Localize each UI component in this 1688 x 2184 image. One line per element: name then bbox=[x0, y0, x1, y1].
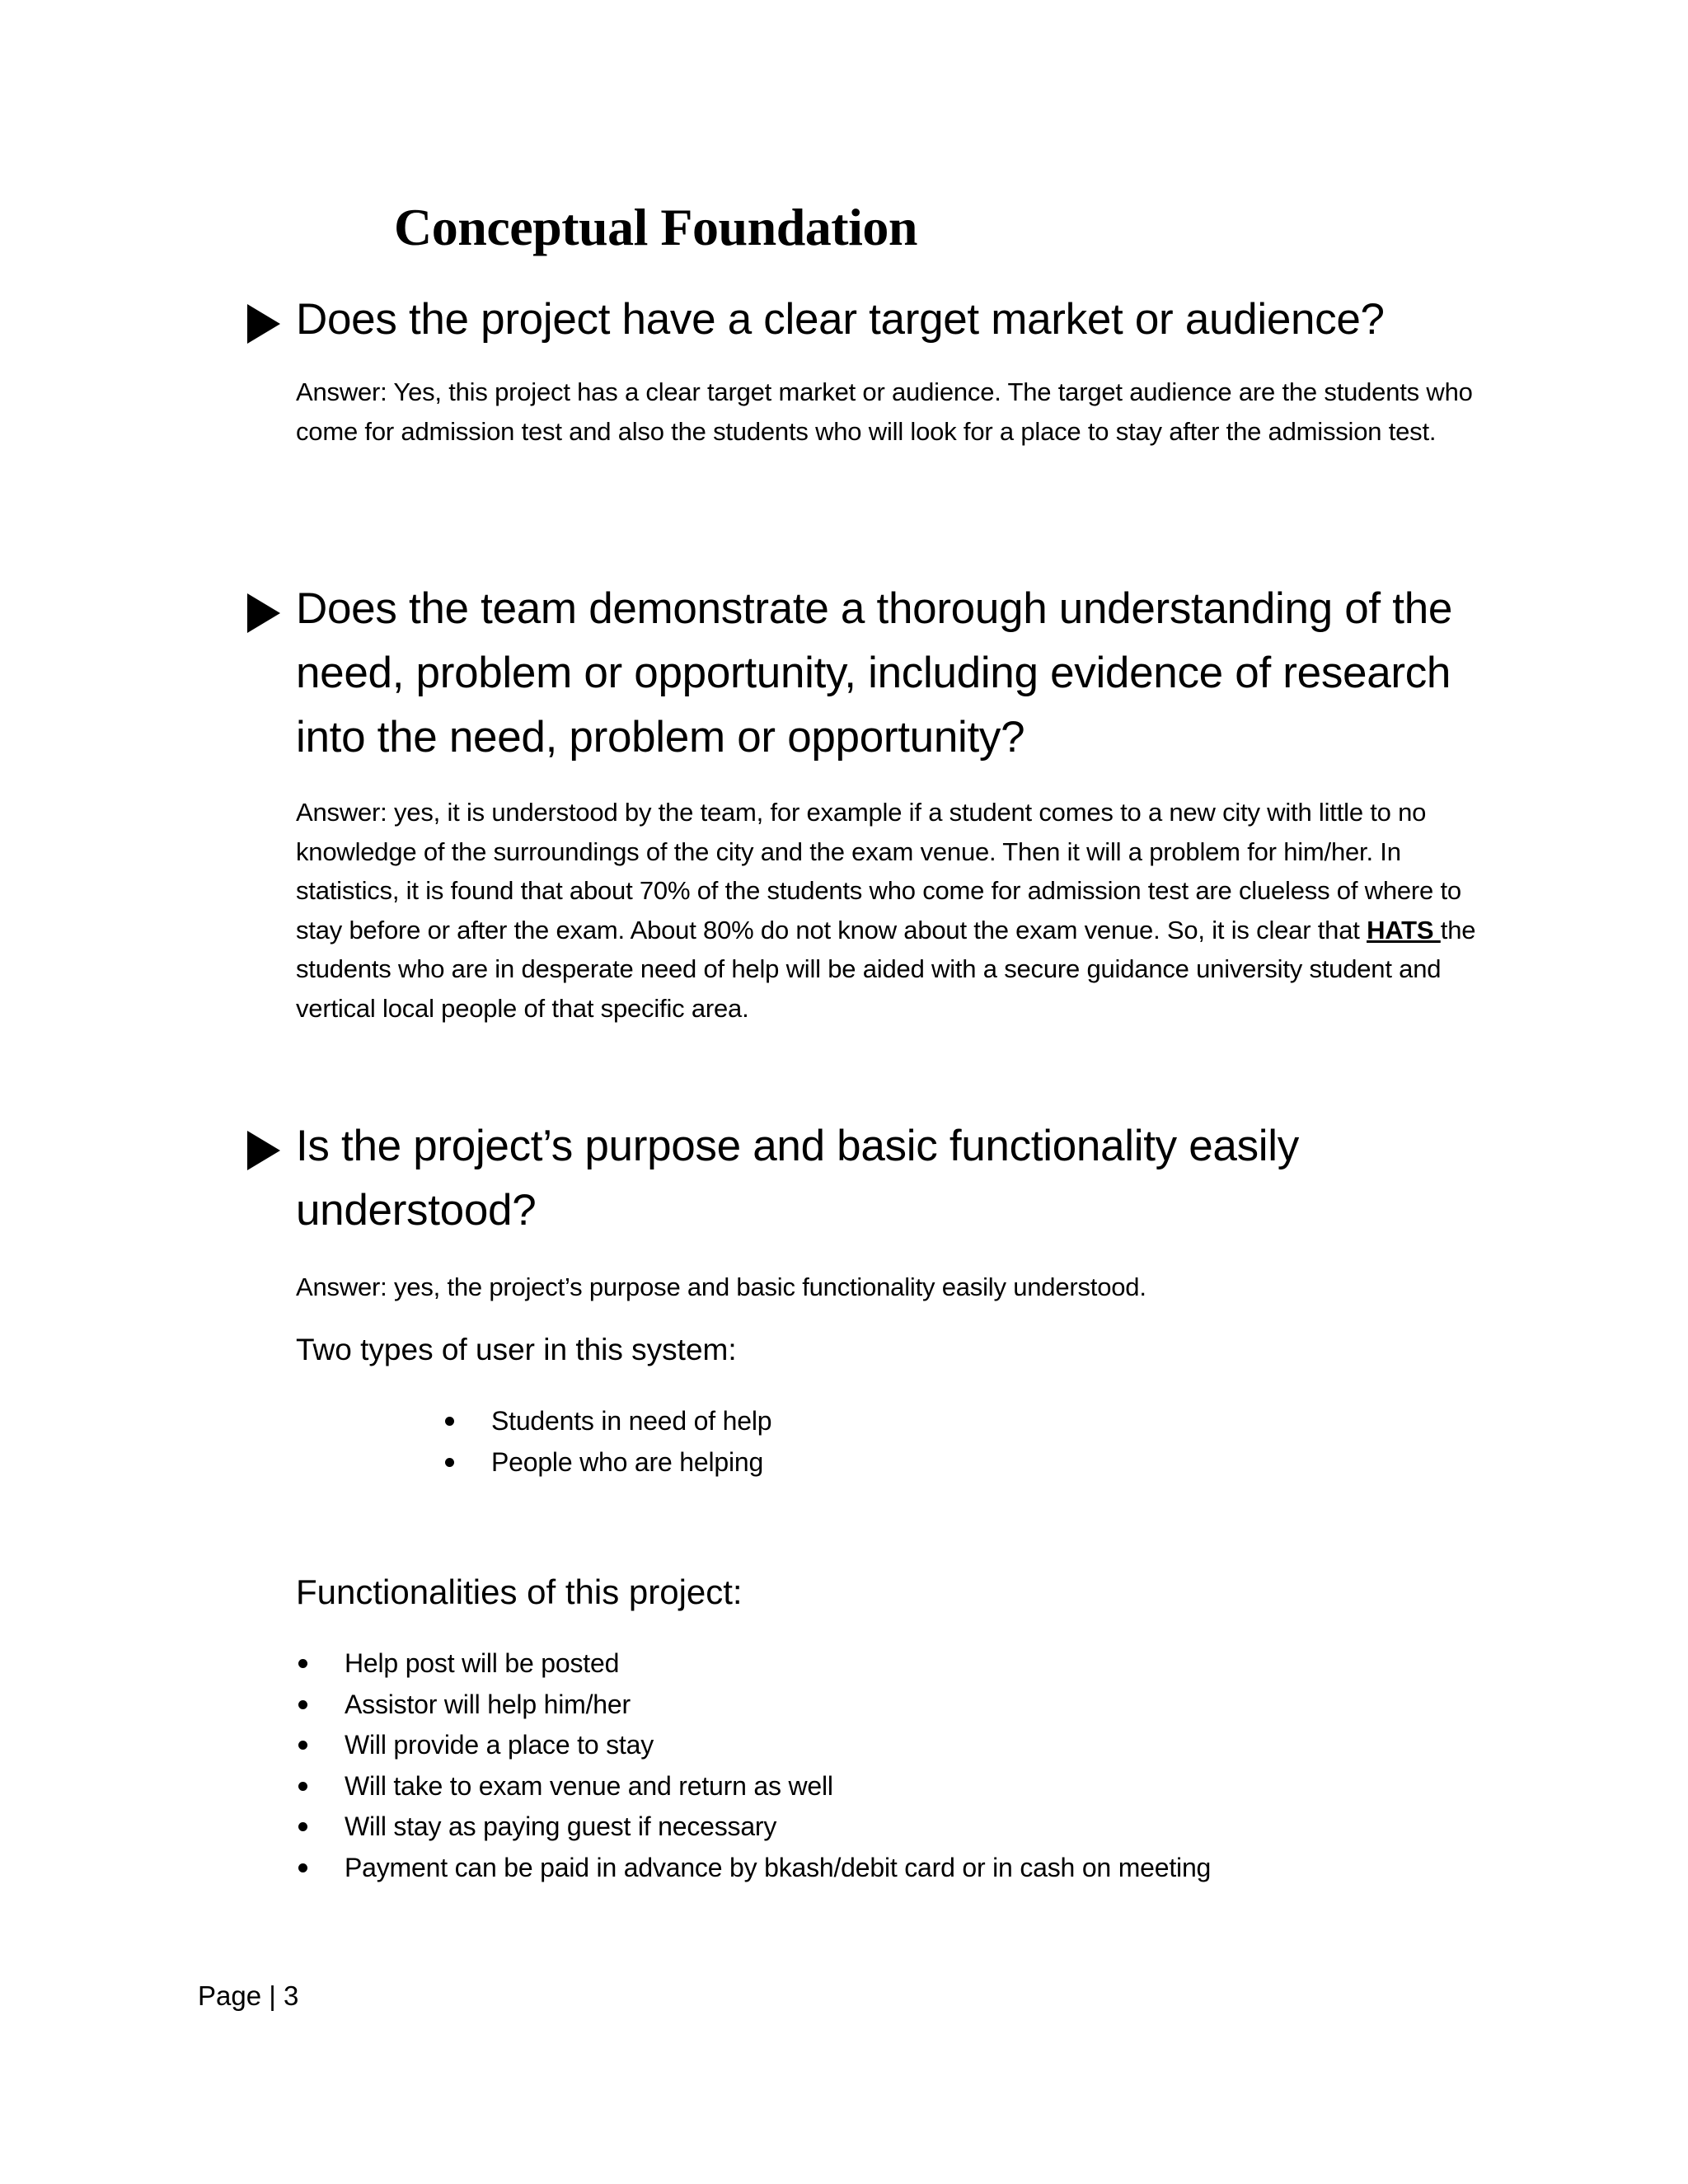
arrow-bullet-icon bbox=[247, 304, 280, 344]
list-item bbox=[491, 1442, 771, 1483]
users-list bbox=[491, 1401, 771, 1483]
page-title: Conceptual Foundation bbox=[394, 198, 917, 256]
bullet-icon bbox=[445, 1458, 454, 1467]
bullet-icon bbox=[298, 1782, 307, 1791]
answer-target-market: Answer: Yes, this project has a clear target market or audience. The target audience are the students who come for admission test and also the students who will look for a place to stay after the admission test. bbox=[296, 377, 1473, 446]
list-item-text: Will stay as paying guest if necessary bbox=[345, 1811, 777, 1841]
list-item-text: Will provide a place to stay bbox=[345, 1730, 654, 1760]
bullet-icon bbox=[298, 1822, 307, 1831]
list-item-text: Students in need of help bbox=[491, 1406, 772, 1436]
list-item-text: Assistor will help him/her bbox=[345, 1689, 631, 1719]
answer-purpose: Answer: yes, the project’s purpose and basic functionality easily understood. bbox=[296, 1272, 1146, 1301]
page-number: Page | 3 bbox=[198, 1980, 299, 2011]
bullet-icon bbox=[298, 1659, 307, 1668]
answer-text-start: Answer: yes, it is understood by the team, for example if a student comes to a new city with little to no knowledge of the surroundings of the city and the exam venue. Then it will a problem for him/her. In statistics, it is found that about 70% of the students who come for admission test are clueless of where to stay before or after the exam. About 80% do not know about the exam venue. So, it is clear that bbox=[296, 798, 1461, 944]
bullet-icon bbox=[298, 1741, 307, 1750]
question-text: Does the project have a clear target market or audience? bbox=[296, 295, 1385, 344]
bullet-icon bbox=[298, 1700, 307, 1709]
list-item-text: People who are helping bbox=[491, 1446, 764, 1477]
list-item-text: Help post will be posted bbox=[345, 1648, 620, 1678]
question-target-market bbox=[247, 288, 1525, 352]
arrow-bullet-icon bbox=[247, 593, 280, 633]
list-item-text: Will take to exam venue and return as well bbox=[345, 1770, 833, 1801]
arrow-bullet-icon bbox=[247, 1131, 280, 1170]
question-purpose bbox=[247, 1114, 1525, 1243]
question-understanding bbox=[247, 577, 1525, 770]
functions-list bbox=[345, 1643, 1211, 1888]
list-item bbox=[345, 1848, 1211, 1889]
bullet-icon bbox=[445, 1417, 454, 1426]
question-text: Is the project’s purpose and basic functionality easily understood? bbox=[296, 1122, 1299, 1235]
question-text: Does the team demonstrate a thorough understanding of the need, problem or opportunity, including evidence of research into the need, problem or opportunity? bbox=[296, 584, 1453, 762]
list-item bbox=[345, 1766, 1211, 1807]
list-item bbox=[345, 1643, 1211, 1685]
list-item bbox=[345, 1807, 1211, 1848]
list-item bbox=[345, 1685, 1211, 1726]
list-item bbox=[345, 1725, 1211, 1766]
list-item-text: Payment can be paid in advance by bkash/debit card or in cash on meeting bbox=[345, 1852, 1212, 1882]
hats-emphasis: HATS bbox=[1367, 915, 1441, 944]
list-item bbox=[491, 1401, 771, 1442]
bullet-icon bbox=[298, 1863, 307, 1872]
users-heading: Two types of user in this system: bbox=[296, 1333, 737, 1366]
answer-text-end: the students who are in desperate need of help will be aided with a secure guidance university student and vertical local people of that specific area. bbox=[296, 915, 1476, 1023]
functions-heading: Functionalities of this project: bbox=[296, 1572, 743, 1611]
answer-understanding bbox=[296, 793, 1499, 1028]
